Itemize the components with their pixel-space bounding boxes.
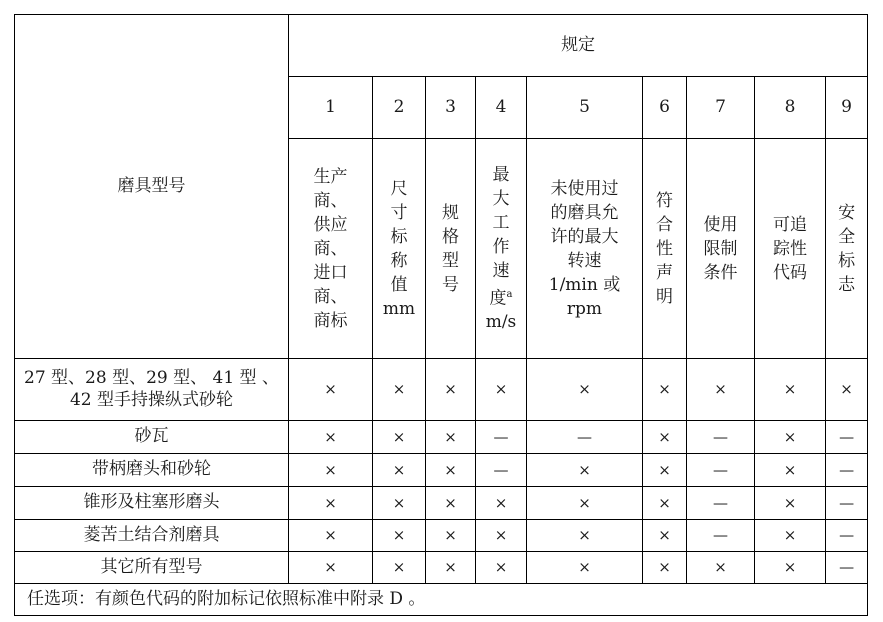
column-number-5: 5 <box>527 77 643 139</box>
table-cell: × <box>643 421 687 454</box>
row-label-line: 砂瓦 <box>134 426 169 447</box>
row-label <box>15 421 289 454</box>
table-cell: × <box>426 552 476 584</box>
table-cell: — <box>687 520 755 552</box>
row-label-line: 42 型手持操纵式砂轮 <box>69 389 234 410</box>
column-title-line: 规 <box>442 202 459 223</box>
column-title-line: 限制 <box>703 238 738 259</box>
table-cell: × <box>755 520 826 552</box>
column-title-line: 踪性 <box>773 238 807 259</box>
table-cell: × <box>826 359 868 421</box>
column-title-4 <box>476 139 527 359</box>
column-title-2 <box>373 139 426 359</box>
table-cell: — <box>826 487 868 520</box>
column-number-8: 8 <box>755 77 826 139</box>
table-cell: × <box>527 454 643 487</box>
table-cell: × <box>476 487 527 520</box>
column-title-7 <box>687 139 755 359</box>
table-cell: × <box>373 487 426 520</box>
table-cell: — <box>687 454 755 487</box>
table-row <box>15 520 868 552</box>
column-title-line: 进口 <box>313 262 348 283</box>
column-number-3: 3 <box>426 77 476 139</box>
row-label-line: 带柄磨头和砂轮 <box>92 459 211 480</box>
column-title-line: 供应 <box>313 214 348 235</box>
column-title-line: 的磨具允 <box>550 202 619 223</box>
column-title-line: 寸 <box>390 202 408 223</box>
column-title-line: 商标 <box>313 310 348 331</box>
column-title-5 <box>527 139 643 359</box>
table-wrapper <box>14 14 867 617</box>
column-title-8 <box>755 139 826 359</box>
column-title-line: 明 <box>656 286 673 307</box>
column-title-line: 标 <box>838 250 856 271</box>
column-title-line: 格 <box>442 226 459 247</box>
table-cell: — <box>476 454 527 487</box>
column-title-line: 许的最大 <box>550 226 619 247</box>
column-title-line: 工 <box>492 212 510 233</box>
column-title-line: 作 <box>492 236 510 257</box>
row-label <box>15 487 289 520</box>
column-number-2: 2 <box>373 77 426 139</box>
column-number-7: 7 <box>687 77 755 139</box>
table-cell: × <box>643 359 687 421</box>
table-row <box>15 454 868 487</box>
column-title-line: 值 <box>390 274 408 295</box>
table-cell: × <box>289 520 373 552</box>
row-label-line: 27 型、28 型、29 型、 41 型 、 <box>24 368 279 389</box>
group-label-header: 规定 <box>289 15 868 77</box>
column-number-1: 1 <box>289 77 373 139</box>
column-title-line: 全 <box>838 226 856 247</box>
table-cell: × <box>687 552 755 584</box>
column-title-9 <box>826 139 868 359</box>
table-cell: — <box>687 487 755 520</box>
column-title-line: 符 <box>656 190 673 211</box>
table-cell: × <box>426 421 476 454</box>
column-title-line: 商、 <box>313 238 348 259</box>
row-label <box>15 552 289 584</box>
row-label <box>15 454 289 487</box>
abrasive-marking-table <box>14 14 868 616</box>
row-label <box>15 520 289 552</box>
column-title-line: 转速 <box>567 250 602 271</box>
table-cell: × <box>289 487 373 520</box>
table-cell: × <box>755 552 826 584</box>
row-label-line: 菱苦土结合剂磨具 <box>83 524 220 545</box>
table-cell: × <box>755 359 826 421</box>
column-title-1 <box>289 139 373 359</box>
column-title-line: 安 <box>838 202 856 223</box>
table-cell: × <box>373 520 426 552</box>
column-number-9: 9 <box>826 77 868 139</box>
column-title-line: 生产 <box>313 166 348 187</box>
table-cell: × <box>643 520 687 552</box>
column-number-6: 6 <box>643 77 687 139</box>
column-title-line: 未使用过 <box>550 178 619 199</box>
table-cell: × <box>643 454 687 487</box>
column-title-line: 志 <box>838 274 856 295</box>
table-cell: × <box>373 454 426 487</box>
table-cell: × <box>373 552 426 584</box>
table-cell: — <box>476 421 527 454</box>
row-label-header: 磨具型号 <box>15 15 289 359</box>
table-cell: × <box>687 359 755 421</box>
column-title-line: 可追 <box>773 214 807 235</box>
table-cell: — <box>826 552 868 584</box>
table-row <box>15 421 868 454</box>
column-title-line: mm <box>382 298 416 319</box>
column-title-line: 速 <box>492 260 510 281</box>
table-cell: × <box>373 359 426 421</box>
column-title-line: 最 <box>492 164 510 185</box>
column-title-line: 度$^a$ <box>489 288 513 309</box>
column-title-line: 使用 <box>703 214 738 235</box>
column-title-line: 声 <box>656 262 673 283</box>
table-cell: × <box>643 552 687 584</box>
column-title-line: 合 <box>656 214 673 235</box>
table-row <box>15 552 868 584</box>
table-cell: × <box>755 421 826 454</box>
table-cell: × <box>643 487 687 520</box>
table-cell: × <box>289 421 373 454</box>
table-cell: — <box>826 421 868 454</box>
table-cell: × <box>755 454 826 487</box>
footnote-mark: a <box>506 288 513 300</box>
column-title-6 <box>643 139 687 359</box>
column-title-line: m/s <box>485 312 517 333</box>
column-title-line: 商、 <box>313 286 348 307</box>
column-title-line: 号 <box>442 274 459 295</box>
column-title-line: 称 <box>390 250 408 271</box>
column-title-line: 商、 <box>313 190 348 211</box>
column-title-line: rpm <box>566 298 603 319</box>
table-cell: — <box>687 421 755 454</box>
table-cell: — <box>826 520 868 552</box>
table-cell: × <box>527 552 643 584</box>
column-title-line: 1/min 或 <box>548 274 621 295</box>
table-cell: × <box>426 454 476 487</box>
table-cell: × <box>426 487 476 520</box>
table-cell: × <box>289 359 373 421</box>
column-title-line: 型 <box>442 250 459 271</box>
column-title-line: 性 <box>656 238 673 259</box>
table-cell: × <box>527 520 643 552</box>
table-cell: × <box>527 487 643 520</box>
table-cell: × <box>289 454 373 487</box>
column-title-line: 大 <box>492 188 510 209</box>
table-row <box>15 487 868 520</box>
column-title-line: 代码 <box>773 262 807 283</box>
row-label-line: 其它所有型号 <box>100 556 203 577</box>
table-cell: × <box>289 552 373 584</box>
table-cell: × <box>755 487 826 520</box>
note-row <box>15 584 868 616</box>
table-cell: × <box>527 359 643 421</box>
row-label-line: 锥形及柱塞形磨头 <box>83 492 220 513</box>
table-cell: × <box>476 359 527 421</box>
table-cell: × <box>426 520 476 552</box>
table-cell: — <box>527 421 643 454</box>
table-row <box>15 359 868 421</box>
column-title-line: 尺 <box>390 178 408 199</box>
header-row-group <box>15 15 868 77</box>
table-cell: × <box>426 359 476 421</box>
column-title-line: 标 <box>390 226 408 247</box>
table-cell: × <box>476 520 527 552</box>
column-title-line: 条件 <box>703 262 738 283</box>
column-number-4: 4 <box>476 77 527 139</box>
table-cell: — <box>826 454 868 487</box>
row-label <box>15 359 289 421</box>
table-note: 任选项：有颜色代码的附加标记依照标准中附录 D 。 <box>15 584 868 616</box>
table-cell: × <box>476 552 527 584</box>
column-title-3 <box>426 139 476 359</box>
table-cell: × <box>373 421 426 454</box>
table-body <box>15 359 868 584</box>
